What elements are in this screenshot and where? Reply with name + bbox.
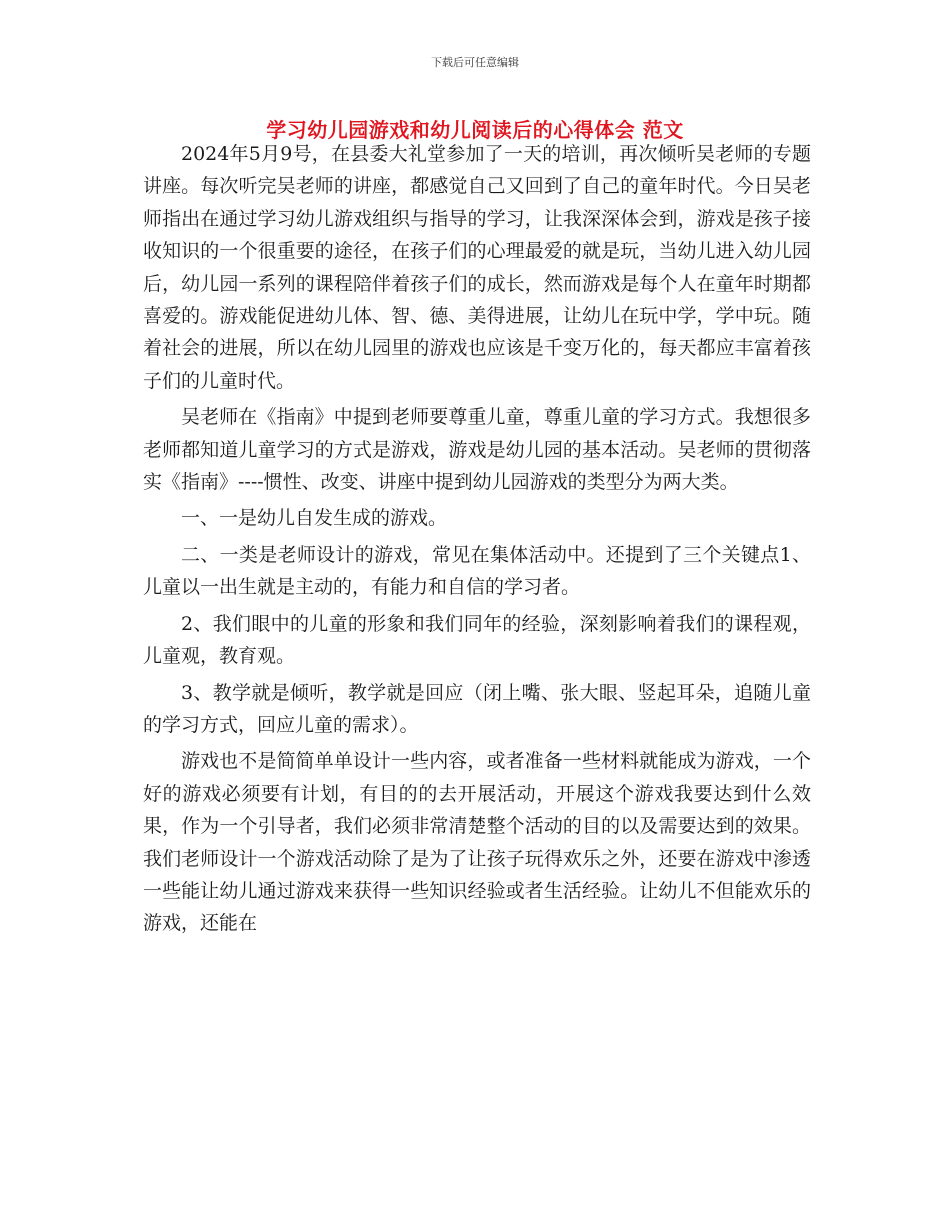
header-note: 下载后可任意编辑: [431, 56, 519, 69]
paragraph: 一、一是幼儿自发生成的游戏。: [181, 507, 448, 530]
paragraph: 3、教学就是倾听，教学就是回应（闭上嘴、张大眼、竖起耳朵，追随儿童的学习方式，回应儿童的需求）。: [143, 681, 811, 736]
paragraph: 2、我们眼中的儿童的形象和我们同年的经验，深刻影响着我们的课程观，儿童观，教育观。: [143, 612, 811, 668]
document-body: [143, 138, 811, 940]
paragraph: 吴老师在《指南》中提到老师要尊重儿童，尊重儿童的学习方式。我想很多老师都知道儿童学习的方式是游戏，游戏是幼儿园的基本活动。吴老师的贯彻落实《指南》----惯性、改变、讲座中提到幼儿园游戏的类型分为两大类。: [143, 406, 811, 494]
paragraph: 游戏也不是简简单单设计一些内容，或者准备一些材料就能成为游戏，一个好的游戏必须要有计划，有目的的去开展活动，开展这个游戏我要达到什么效果，作为一个引导者，我们必须非常清楚整个活动的目的以及需要达到的效果。我们老师设计一个游戏活动除了是为了让孩子玩得欢乐之外，还要在游戏中渗透一些能让幼儿通过游戏来获得一些知识经验或者生活经验。让幼儿不但能欢乐的游戏，还能在: [143, 750, 811, 935]
paragraph: 二、一类是老师设计的游戏，常见在集体活动中。还提到了三个关键点1、儿童以一出生就是主动的，有能力和自信的学习者。: [143, 543, 811, 599]
paragraph: 2024年5月9号，在县委大礼堂参加了一天的培训，再次倾听吴老师的专题讲座。每次听完吴老师的讲座，都感觉自己又回到了自己的童年时代。今日吴老师指出在通过学习幼儿游戏组织与指导的学习，让我深深体会到，游戏是孩子接收知识的一个很重要的途径，在孩子们的心理最爱的就是玩，当幼儿进入幼儿园后，幼儿园一系列的课程陪伴着孩子们的成长，然而游戏是每个人在童年时期都喜爱的。游戏能促进幼儿体、智、德、美得进展，让幼儿在玩中学，学中玩。随着社会的进展，所以在幼儿园里的游戏也应该是千变万化的，每天都应丰富着孩子们的儿童时代。: [143, 143, 811, 392]
document-title: 学习幼儿园游戏和幼儿阅读后的心得体会 范文: [266, 118, 684, 142]
